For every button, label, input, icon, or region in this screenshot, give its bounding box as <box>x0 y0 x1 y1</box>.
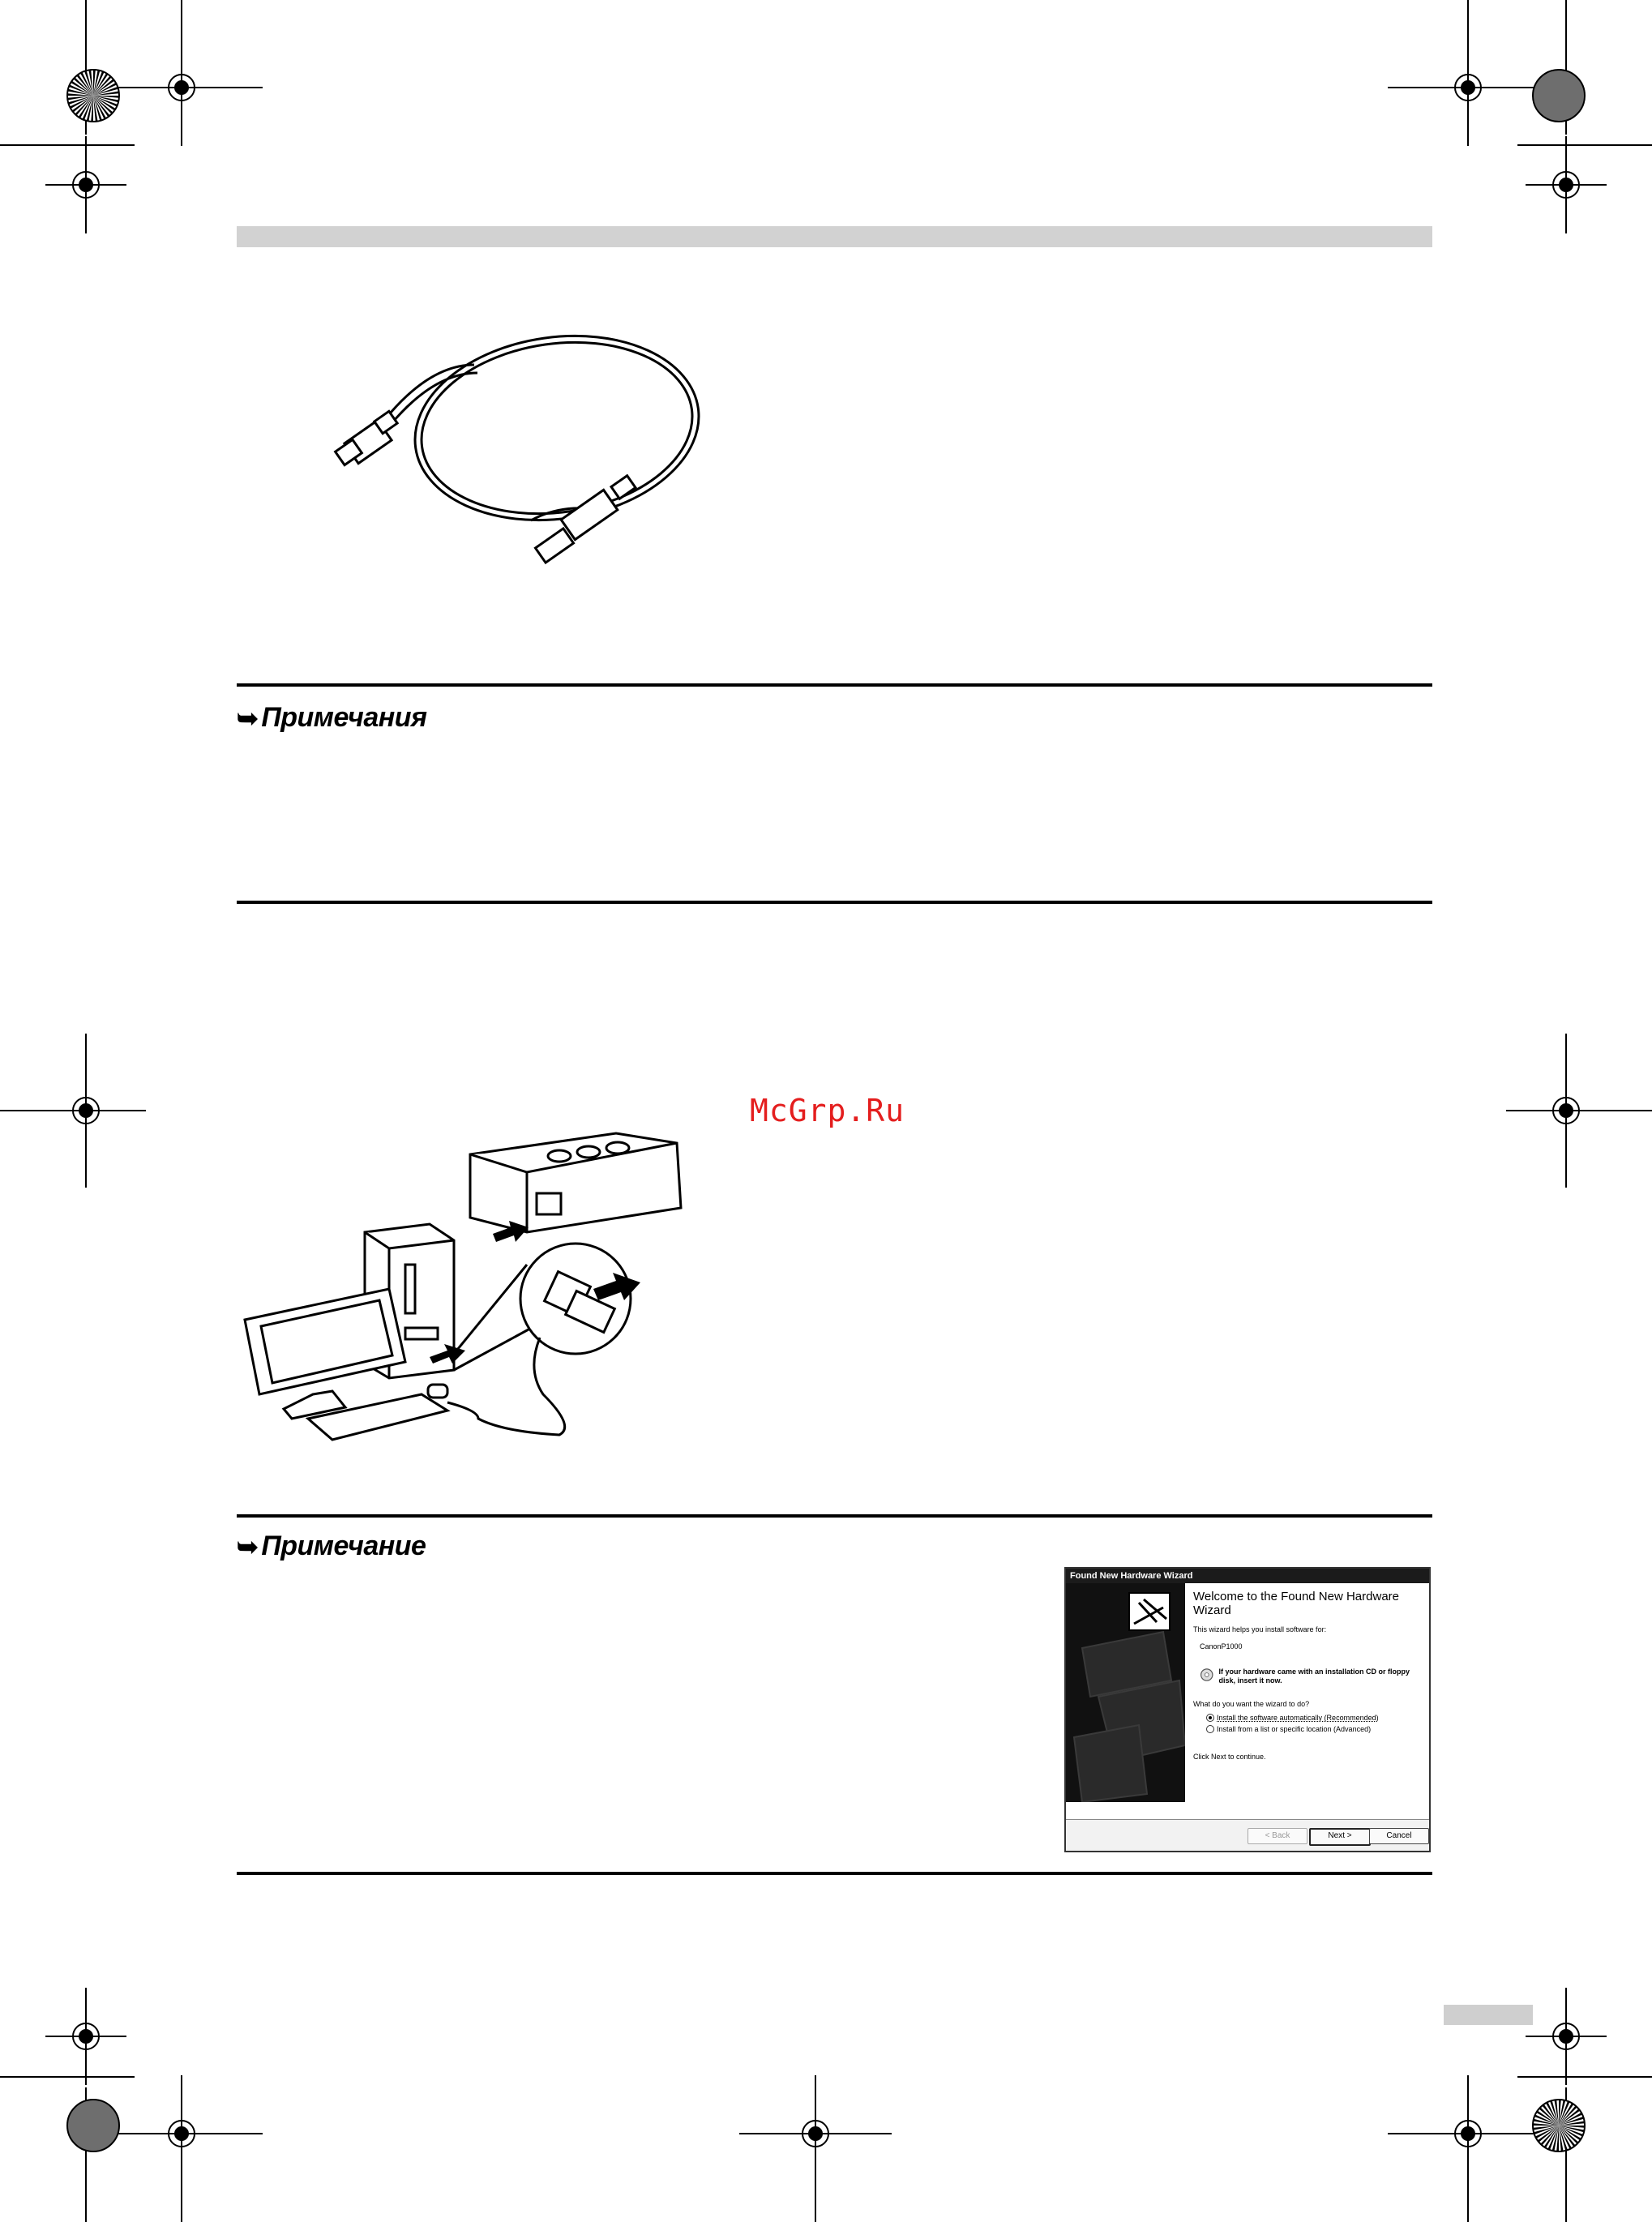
note2-bottom-rule <box>237 1872 1432 1875</box>
wizard-option-automatic[interactable]: Install the software automatically (Recommended) <box>1206 1712 1423 1723</box>
back-button[interactable]: < Back <box>1248 1828 1307 1844</box>
note-heading: ➥ Примечания <box>237 702 427 733</box>
next-button[interactable]: Next > <box>1309 1828 1371 1846</box>
wizard-continue-text: Click Next to continue. <box>1193 1753 1266 1761</box>
radio-selected-icon[interactable] <box>1206 1714 1214 1722</box>
crosshair-target <box>1526 136 1607 233</box>
crosshair-target <box>45 1988 126 2085</box>
radio-unselected-icon[interactable] <box>1206 1725 1214 1733</box>
wizard-cd-prompt <box>1200 1666 1423 1685</box>
wizard-heading: Welcome to the Found New Hardware Wizard <box>1193 1590 1400 1617</box>
wizard-cd-text: If your hardware came with an installation CD or floppy disk, insert it now. <box>1218 1668 1410 1685</box>
starburst-mark <box>1533 2100 1585 2151</box>
note-bottom-rule <box>237 901 1432 904</box>
note2-heading: ➥ Примечание <box>237 1531 426 1561</box>
wizard-button-bar <box>1066 1819 1429 1851</box>
cancel-button[interactable]: Cancel <box>1369 1828 1429 1844</box>
wizard-option-advanced[interactable]: Install from a list or specific location (Advanced) <box>1206 1723 1423 1735</box>
hardware-wizard-screenshot <box>1064 1567 1431 1852</box>
wizard-question: What do you want the wizard to do? <box>1193 1700 1310 1708</box>
starburst-mark <box>67 70 119 122</box>
cd-icon <box>1200 1666 1214 1684</box>
wizard-title-bar: Found New Hardware Wizard <box>1066 1569 1429 1583</box>
wizard-device-name: CanonP1000 <box>1200 1642 1243 1650</box>
note-top-rule <box>237 683 1432 687</box>
wizard-content <box>1185 1583 1429 1802</box>
note-arrow-icon: ➥ <box>237 703 259 733</box>
crosshair-target <box>1526 1988 1607 2085</box>
crosshair-target <box>45 136 126 233</box>
note2-arrow-icon: ➥ <box>237 1531 259 1561</box>
printer-computer-connection-illustration <box>235 1127 689 1467</box>
wizard-side-panel <box>1066 1583 1185 1802</box>
gray-registration-disc <box>1533 70 1585 122</box>
note2-top-rule <box>237 1514 1432 1518</box>
wizard-side-graphic <box>1066 1583 1185 1802</box>
wizard-intro: This wizard helps you install software for: <box>1193 1625 1327 1633</box>
page-number-tab <box>1444 2005 1533 2025</box>
watermark: McGrp.Ru <box>750 1093 905 1128</box>
usb-cable-illustration <box>328 308 709 592</box>
header-bar <box>237 226 1432 247</box>
gray-registration-disc <box>67 2100 119 2151</box>
